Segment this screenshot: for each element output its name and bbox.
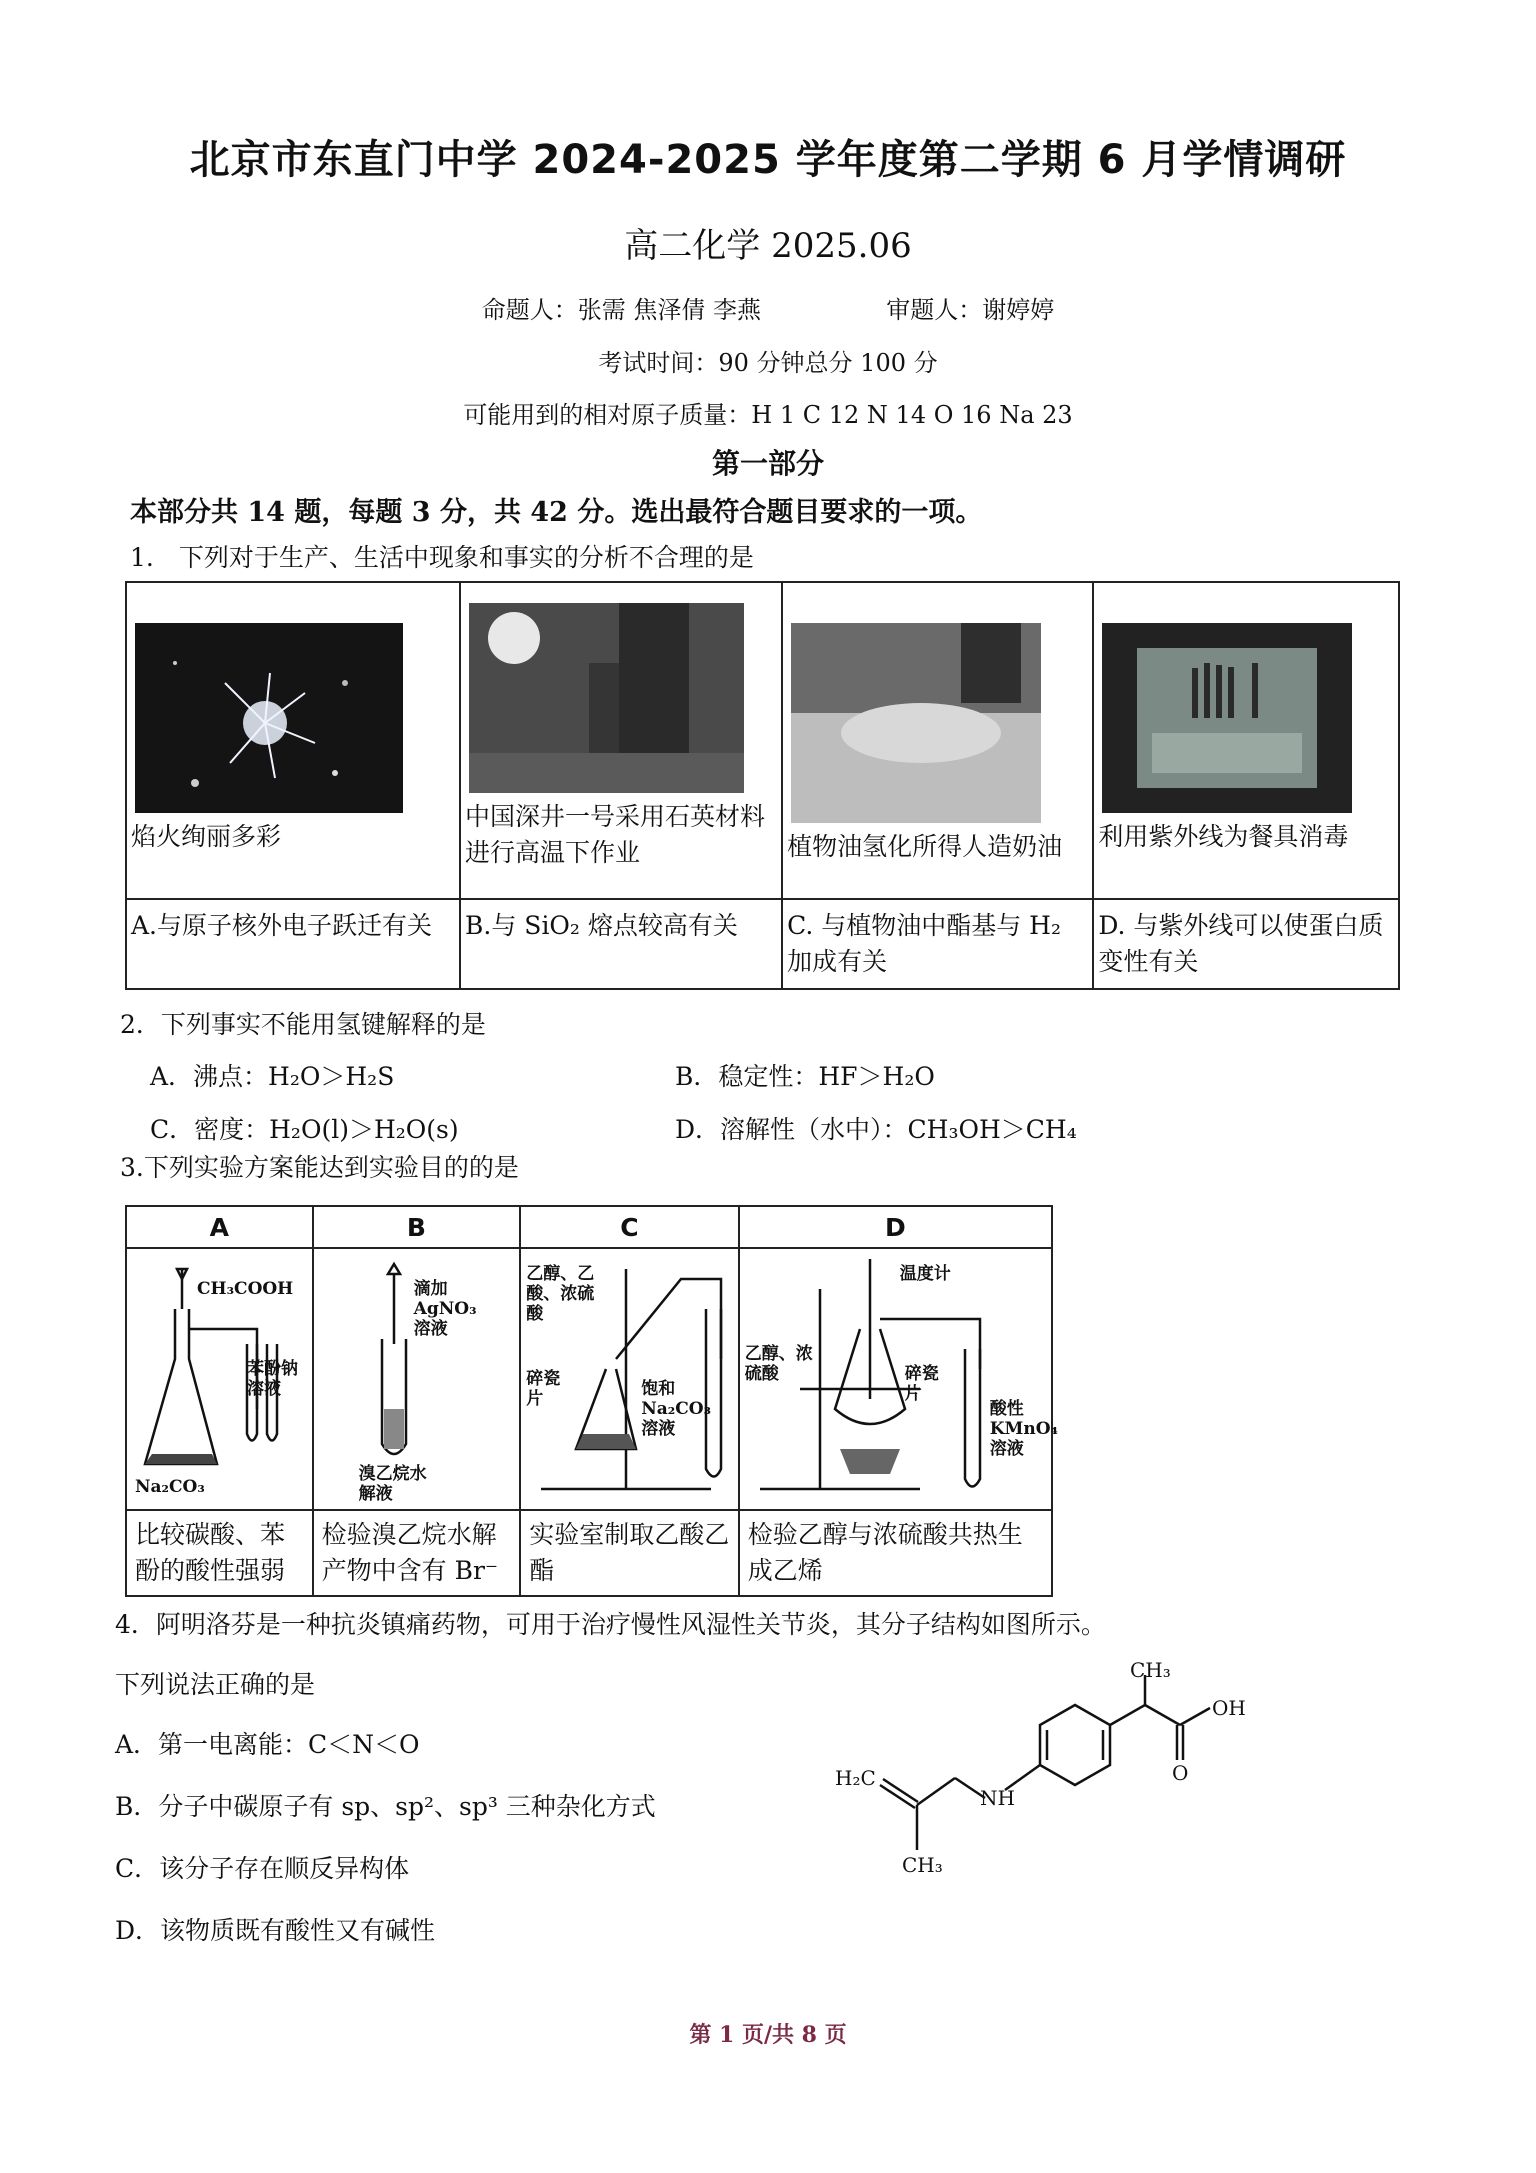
q3-table [125,1205,1058,1597]
q3-purpose-a: 比较碳酸、苯酚的酸性强弱 [135,1520,286,1585]
nh-label: NH [980,1786,1015,1810]
q2-option-b: B．稳定性：HF＞H₂O [675,1062,935,1091]
margarine-image [791,623,1041,823]
q3-header-a: A [126,1206,313,1248]
q3-apparatus-b [313,1248,521,1510]
q3-apparatus-d [739,1248,1058,1510]
d-reagents-label: 乙醇、浓硫酸 [744,1344,813,1384]
authors: 命题人：张需 焦泽倩 李燕 [481,296,761,324]
subject-subtitle: 高二化学 2025.06 [624,226,912,266]
apparatus-a-diagram [127,1249,312,1509]
deepwell-photo [469,603,744,793]
q3-purpose-d: 检验乙醇与浓硫酸共热生成乙烯 [747,1520,1023,1585]
d-thermometer-label: 温度计 [899,1264,951,1284]
apparatus-c-diagram [521,1249,738,1509]
q3-purpose-d-cell [739,1510,1052,1596]
reviewer: 审题人：谢婷婷 [886,296,1055,324]
q3-header-b: B [313,1206,521,1248]
page-number: 第 1 页/共 8 页 [689,2022,847,2048]
a-solution-label: 苯酚钠溶液 [247,1359,298,1399]
q3-purpose-a-cell [126,1510,313,1596]
q1-cell-c [782,582,1093,899]
q3-purpose-c-cell [520,1510,739,1596]
alminoprofen-structure [820,1660,1260,1900]
q1-cell-a [126,582,460,899]
c-reagents-label: 乙醇、乙酸、浓硫酸 [526,1264,595,1324]
q4-option-a: A．第一电离能：C＜N＜O [115,1730,420,1759]
oh-label: OH [1212,1696,1246,1720]
q4-option-d: D．该物质既有酸性又有碱性 [115,1916,436,1945]
margarine-photo [791,623,1041,823]
q4-stem: 4．阿明洛芬是一种抗炎镇痛药物，可用于治疗慢性风湿性关节炎，其分子结构如图所示。 [115,1610,1106,1639]
q3-purpose-b-cell [313,1510,521,1596]
q1-answer-d: D. 与紫外线可以使蛋白质变性有关 [1098,911,1384,976]
q1-answer-d-cell [1093,899,1399,989]
q1-answer-a-cell [126,899,460,989]
q2-option-c: C．密度：H₂O(l)＞H₂O(s) [150,1115,459,1144]
q3-header-d: D [739,1206,1052,1248]
uv-sterilizer-image [1102,623,1352,813]
q1-caption-c: 植物油氢化所得人造奶油 [787,832,1063,861]
apparatus-d-diagram [740,1249,1058,1509]
q1-answer-c: C. 与植物油中酯基与 H₂ 加成有关 [787,911,1061,976]
q1-stem: 1. 下列对于生产、生活中现象和事实的分析不合理的是 [130,543,754,572]
q1-cell-d [1093,582,1399,899]
a-salt-label: Na₂CO₃ [135,1477,205,1497]
ch3-top-label: CH₃ [1130,1658,1171,1682]
deepwell-image [469,603,744,793]
c-chips-label: 碎瓷片 [526,1369,561,1409]
structure-svg [820,1660,1260,1900]
q4-option-b: B．分子中碳原子有 sp、sp²、sp³ 三种杂化方式 [115,1792,656,1821]
a-acid-label: CH₃COOH [197,1279,294,1299]
ch3-bottom-label: CH₃ [902,1853,943,1877]
part1-heading: 第一部分 [711,447,824,480]
q3-header-c: C [520,1206,739,1248]
uv-photo [1102,623,1352,813]
q3-purpose-c: 实验室制取乙酸乙酯 [529,1520,730,1585]
q3-stem: 3.下列实验方案能达到实验目的的是 [120,1153,519,1182]
q3-purpose-b: 检验溴乙烷水解产物中含有 Br⁻ [321,1520,499,1585]
q1-cell-b [460,582,782,899]
o-label: O [1172,1761,1189,1785]
apparatus-b-diagram [314,1249,520,1509]
q1-table [125,581,1400,990]
q4-option-c: C．该分子存在顺反异构体 [115,1854,410,1883]
b-sample-label: 溴乙烷水解液 [358,1464,427,1504]
q3-apparatus-a [126,1248,313,1510]
q1-caption-b: 中国深井一号采用石英材料进行高温下作业 [465,802,766,867]
exam-time: 考试时间：90 分钟总分 100 分 [598,349,938,377]
q1-answer-b: B.与 SiO₂ 熔点较高有关 [465,911,738,940]
q2-stem: 2．下列事实不能用氢键解释的是 [120,1010,486,1039]
q3-apparatus-c [520,1248,739,1510]
d-chips-label: 碎瓷片 [904,1364,939,1404]
q1-caption-d: 利用紫外线为餐具消毒 [1098,822,1349,851]
c-saturated-label: 饱和 Na₂CO₃ 溶液 [641,1379,712,1439]
authors-line [0,290,1536,325]
q1-caption-a: 焰火绚丽多彩 [131,822,282,851]
q2-option-d: D．溶解性（水中）：CH₃OH＞CH₄ [675,1115,1077,1144]
q4-stem2: 下列说法正确的是 [115,1670,316,1699]
b-reagent-label: 滴加 AgNO₃ 溶液 [413,1279,477,1339]
page-title: 北京市东直门中学 2024-2025 学年度第二学期 6 月学情调研 [189,137,1347,183]
d-kmno4-label: 酸性 KMnO₄ 溶液 [989,1399,1058,1459]
h2c-label: H₂C [835,1766,876,1790]
atomic-masses: 可能用到的相对原子质量：H 1 C 12 N 14 O 16 Na 23 [463,401,1073,429]
q1-answer-c-cell [782,899,1093,989]
q2-option-a: A．沸点：H₂O＞H₂S [150,1062,395,1091]
fireworks-image [135,623,403,813]
part1-instruction: 本部分共 14 题，每题 3 分，共 42 分。选出最符合题目要求的一项。 [130,497,983,528]
q1-answer-a: A.与原子核外电子跃迁有关 [131,911,433,940]
q1-answer-b-cell [460,899,782,989]
fireworks-photo [135,623,403,813]
